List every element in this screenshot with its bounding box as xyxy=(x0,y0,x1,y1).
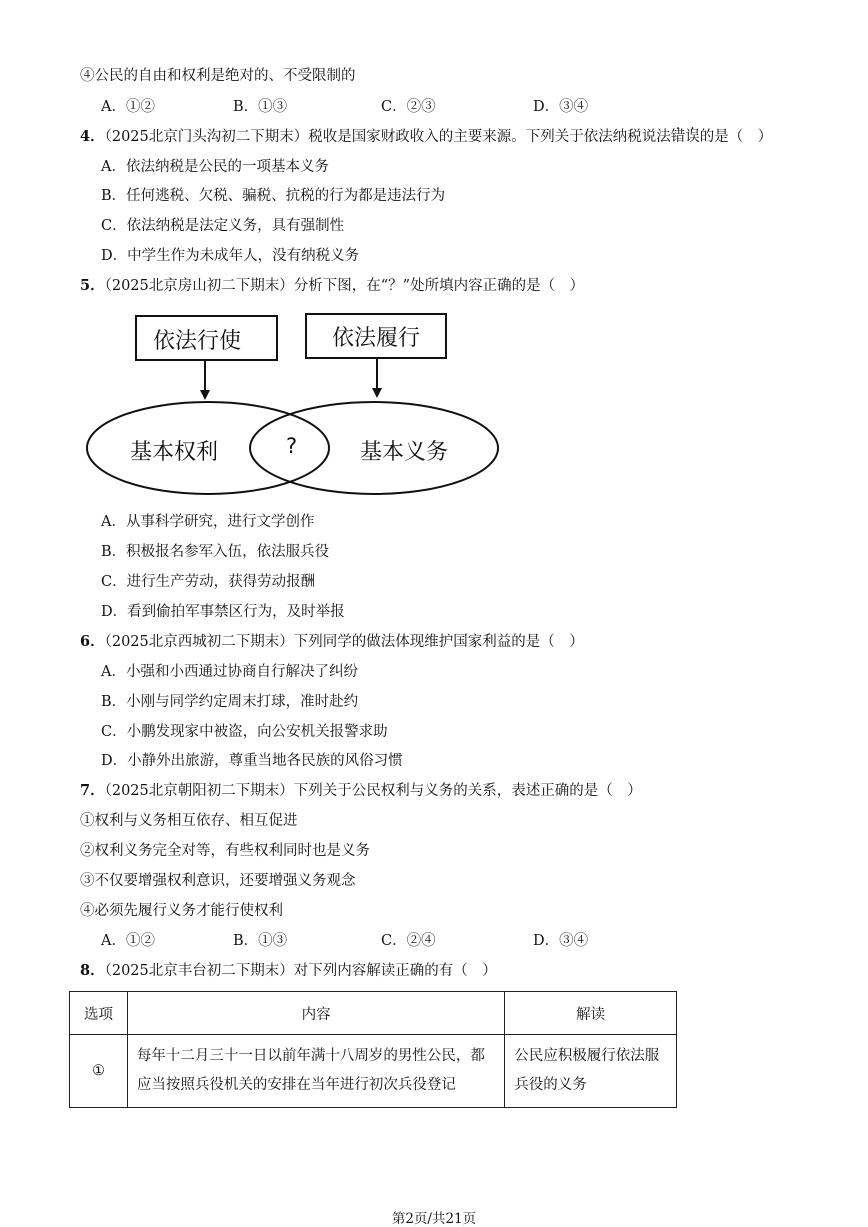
q5-number: 5． xyxy=(80,277,105,294)
q8-table xyxy=(69,991,677,1108)
q4-stem-end: 的是（ ） xyxy=(699,129,773,145)
q8-stem-text: 对下列内容解读正确的有（ ） xyxy=(293,963,497,979)
q4-option-c: C．依法纳税是法定义务，具有强制性 xyxy=(101,218,345,234)
page-footer: 第2页/共21页 xyxy=(391,1211,477,1227)
q4-option-d: D．中学生作为未成年人，没有纳税义务 xyxy=(101,248,360,264)
q6-stem-text: 下列同学的做法体现维护国家利益的是（ ） xyxy=(293,634,584,650)
q7-number: 7． xyxy=(80,782,105,799)
q4-stem-text: 税收是国家财政收入的主要来源。下列关于依法纳税说法 xyxy=(308,129,671,145)
rights-duties-diagram xyxy=(84,308,504,503)
arrow-left-head xyxy=(200,390,210,400)
intersection-question-mark: ? xyxy=(286,434,298,458)
q5-option-b: B．积极报名参军入伍，依法服兵役 xyxy=(101,544,330,560)
q8-number: 8． xyxy=(80,962,105,979)
arrow-right-head xyxy=(372,388,382,398)
q7-item-4: ④必须先履行义务才能行使权利 xyxy=(80,903,283,919)
q6-option-d: D．小静外出旅游，尊重当地各民族的风俗习惯 xyxy=(101,753,403,769)
q5-option-a: A．从事科学研究，进行文学创作 xyxy=(101,514,315,530)
diagram-graphic xyxy=(84,308,504,503)
row-option: ① xyxy=(70,1035,128,1108)
circle-right-label: 基本义务 xyxy=(360,440,449,465)
q4-source: （2025北京门头沟初二下期末） xyxy=(104,129,309,145)
box-left-label: 依法行使 xyxy=(153,329,242,354)
q4-option-a: A．依法纳税是公民的一项基本义务 xyxy=(101,159,329,175)
q7-option-a: A．①② xyxy=(101,933,155,949)
q3-option-a: A．①② xyxy=(101,99,155,115)
box-right-label: 依法履行 xyxy=(332,326,421,351)
q7-item-2: ②权利义务完全对等，有些权利同时也是义务 xyxy=(80,843,370,859)
q3-option-b: B．①③ xyxy=(233,99,288,115)
q7-item-3: ③不仅要增强权利意识，还要增强义务观念 xyxy=(80,873,356,889)
q6-option-b: B．小刚与同学约定周末打球，准时赴约 xyxy=(101,694,359,710)
row-interpretation-line-1: 公民应积极履行依法服 xyxy=(514,1048,660,1064)
q5-stem xyxy=(80,276,584,296)
row-content xyxy=(127,1035,504,1108)
row-content-line-1: 每年十二月三十一日以前年满十八周岁的男性公民，都 xyxy=(136,1048,485,1064)
row-content-line-2: 应当按照兵役机关的安排在当年进行初次兵役登记 xyxy=(136,1077,456,1093)
table-row xyxy=(70,1035,677,1108)
q6-number: 6． xyxy=(80,633,105,650)
q5-option-d: D．看到偷拍军事禁区行为，及时举报 xyxy=(101,604,345,620)
header-option: 选项 xyxy=(70,992,128,1035)
q4-number: 4． xyxy=(80,128,105,145)
q6-source: （2025北京西城初二下期末） xyxy=(104,634,294,650)
q3-option-c: C．②③ xyxy=(381,99,436,115)
q5-source: （2025北京房山初二下期末） xyxy=(104,278,294,294)
q7-source: （2025北京朝阳初二下期末） xyxy=(104,783,294,799)
q3-option-d: D．③④ xyxy=(533,99,589,115)
q4-option-b: B．任何逃税、欠税、骗税、抗税的行为都是违法行为 xyxy=(101,188,446,204)
q6-stem xyxy=(80,632,584,652)
q7-option-c: C．②④ xyxy=(381,933,436,949)
q5-stem-text: 分析下图，在“？”处所填内容正确的是（ ） xyxy=(293,278,585,294)
row-interpretation-line-2: 兵役的义务 xyxy=(514,1077,587,1093)
q8-source: （2025北京丰台初二下期末） xyxy=(104,963,294,979)
q7-stem-text: 下列关于公民权利与义务的关系，表述正确的是（ ） xyxy=(293,783,642,799)
q4-stem xyxy=(80,127,772,147)
header-content: 内容 xyxy=(127,992,504,1035)
q7-item-1: ①权利与义务相互依存、相互促进 xyxy=(80,813,298,829)
table-header-row xyxy=(70,992,677,1035)
q4-emphasis-2: 误 xyxy=(685,129,700,145)
q4-emphasis-1: 错 xyxy=(670,129,686,145)
row-interpretation xyxy=(505,1035,677,1108)
q3-item-4: ④公民的自由和权利是绝对的、不受限制的 xyxy=(80,68,356,84)
q7-option-d: D．③④ xyxy=(533,933,589,949)
q6-option-a: A．小强和小西通过协商自行解决了纠纷 xyxy=(101,664,358,680)
q7-stem xyxy=(80,781,642,801)
q6-option-c: C．小鹏发现家中被盗，向公安机关报警求助 xyxy=(101,724,388,740)
q7-option-b: B．①③ xyxy=(233,933,288,949)
header-interpretation: 解读 xyxy=(505,992,677,1035)
q8-stem xyxy=(80,961,497,981)
q5-option-c: C．进行生产劳动，获得劳动报酬 xyxy=(101,574,316,590)
circle-left-label: 基本权利 xyxy=(130,440,219,465)
